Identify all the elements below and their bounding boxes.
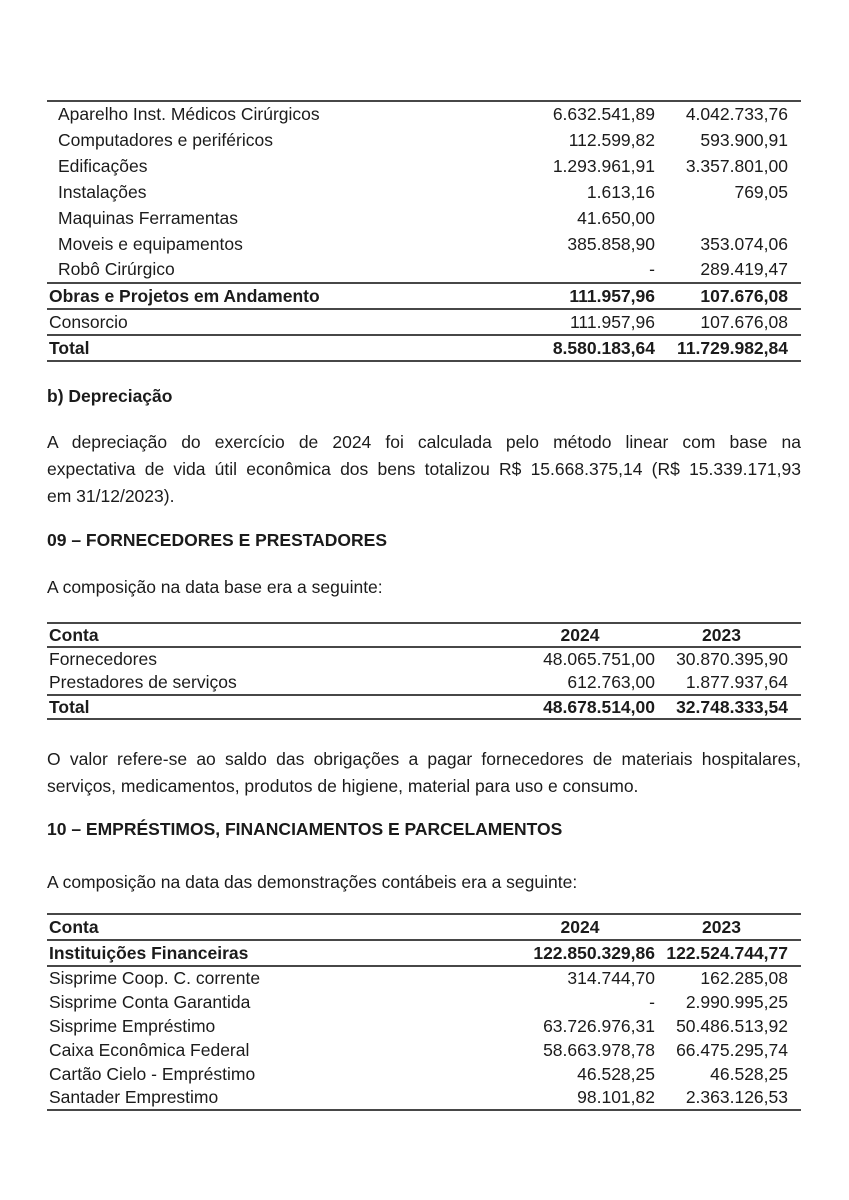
- value-2024: 111.957,96: [570, 311, 655, 332]
- value-2024: 41.650,00: [577, 207, 655, 228]
- table-row: [47, 205, 801, 231]
- table-row-group-total: [47, 283, 801, 309]
- paragraph-line: serviços, medicamentos, produtos de higiene, material para uso e consumo.: [47, 776, 639, 796]
- value-2024: 385.858,90: [567, 233, 655, 254]
- value-2024: -: [649, 991, 655, 1012]
- value-2023: 2.363.126,53: [685, 1087, 788, 1107]
- suppliers-table: [47, 622, 801, 720]
- paragraph-line: A depreciação do exercício de 2024 foi calculada pelo método linear com base na: [47, 432, 801, 452]
- value-2023: 2.990.995,25: [685, 991, 788, 1012]
- table-row-total: [47, 695, 801, 719]
- table-row-group-total: [47, 940, 801, 966]
- value-2024: 111.957,96: [569, 285, 655, 306]
- table-row: [47, 1038, 801, 1062]
- row-label: Prestadores de serviços: [49, 672, 237, 692]
- column-header-2023: 2023: [702, 624, 741, 645]
- value-2023: 353.074,06: [700, 233, 788, 254]
- value-2024: 8.580.183,64: [552, 337, 655, 358]
- value-2023: 50.486.513,92: [676, 1015, 788, 1036]
- depreciation-paragraph: [47, 429, 801, 510]
- section-10-heading: 10 – EMPRÉSTIMOS, FINANCIAMENTOS E PARCELAMENTOS: [47, 819, 563, 839]
- row-label: Sisprime Conta Garantida: [49, 991, 251, 1012]
- value-2024: 58.663.978,78: [543, 1039, 655, 1060]
- fixed-assets-table: [47, 100, 801, 362]
- column-header-conta: Conta: [49, 624, 99, 645]
- table-header-row: [47, 623, 801, 647]
- table-row: [47, 1014, 801, 1038]
- row-label: Total: [49, 696, 90, 717]
- paragraph-line: O valor refere-se ao saldo das obrigações a pagar fornecedores de materiais hospitalares,: [47, 749, 801, 769]
- value-2024: 46.528,25: [577, 1063, 655, 1084]
- column-header-conta: Conta: [49, 916, 99, 937]
- table-row: [47, 179, 801, 205]
- value-2023: 46.528,25: [710, 1063, 788, 1084]
- value-2023: 162.285,08: [700, 968, 788, 988]
- row-label: Instituições Financeiras: [49, 942, 249, 963]
- value-2023: 30.870.395,90: [676, 649, 788, 669]
- value-2024: 48.065.751,00: [543, 649, 655, 669]
- value-2023: 107.676,08: [700, 285, 788, 306]
- row-label: Caixa Econômica Federal: [49, 1039, 250, 1060]
- value-2024: 98.101,82: [577, 1087, 655, 1107]
- value-2024: -: [649, 259, 655, 279]
- value-2024: 6.632.541,89: [552, 104, 655, 124]
- table-row: [47, 990, 801, 1014]
- table-row: [47, 647, 801, 671]
- row-label: Instalações: [58, 181, 147, 202]
- value-2023: 11.729.982,84: [677, 337, 788, 358]
- value-2024: 1.613,16: [586, 181, 655, 202]
- value-2024: 112.599,82: [568, 129, 655, 150]
- table-row: [47, 1086, 801, 1110]
- value-2023: [655, 205, 801, 231]
- value-2023: 32.748.333,54: [676, 696, 788, 717]
- row-label: Moveis e equipamentos: [58, 233, 243, 254]
- table-row: [47, 966, 801, 990]
- column-header-2024: 2024: [560, 916, 600, 937]
- column-header-2024: 2024: [560, 624, 600, 645]
- value-2023: 769,05: [734, 181, 788, 202]
- value-2023: 1.877.937,64: [685, 672, 788, 692]
- value-2024: 122.850.329,86: [533, 942, 655, 963]
- section-09-heading: 09 – FORNECEDORES E PRESTADORES: [47, 530, 388, 550]
- row-label: Sisprime Empréstimo: [49, 1015, 216, 1036]
- value-2024: 314.744,70: [567, 968, 655, 988]
- value-2023: 107.676,08: [700, 311, 788, 332]
- row-label: Maquinas Ferramentas: [58, 207, 238, 228]
- row-label: Edificações: [58, 155, 148, 176]
- value-2024: 48.678.514,00: [543, 696, 655, 717]
- table-row: [47, 127, 801, 153]
- value-2024: 63.726.976,31: [543, 1015, 655, 1036]
- value-2023: 122.524.744,77: [666, 942, 788, 963]
- table-row-total: [47, 335, 801, 361]
- row-label: Cartão Cielo - Empréstimo: [49, 1063, 256, 1084]
- row-label: Aparelho Inst. Médicos Cirúrgicos: [58, 104, 320, 124]
- table-row: [47, 671, 801, 695]
- table-row: [47, 309, 801, 335]
- value-2023: 289.419,47: [700, 259, 788, 279]
- column-header-2023: 2023: [702, 916, 741, 937]
- row-label: Computadores e periféricos: [58, 129, 273, 150]
- paragraph-line: expectativa de vida útil econômica dos bens totalizou R$ 15.668.375,14 (R$ 15.339.171,93: [47, 459, 801, 479]
- row-label: Fornecedores: [49, 649, 157, 669]
- suppliers-observation-paragraph: [47, 746, 801, 800]
- row-label: Obras e Projetos em Andamento: [49, 285, 320, 306]
- value-2023: 593.900,91: [700, 129, 788, 150]
- loans-table: [47, 913, 801, 1111]
- table-row: [47, 257, 801, 283]
- table-row: [47, 1062, 801, 1086]
- table-row: [47, 231, 801, 257]
- paragraph-line: em 31/12/2023).: [47, 486, 175, 506]
- row-label: Santader Emprestimo: [49, 1087, 219, 1107]
- value-2024: 1.293.961,91: [552, 155, 655, 176]
- value-2023: 3.357.801,00: [685, 155, 788, 176]
- value-2023: 66.475.295,74: [676, 1039, 788, 1060]
- table-header-row: [47, 914, 801, 940]
- row-label: Sisprime Coop. C. corrente: [49, 968, 261, 988]
- value-2024: 612.763,00: [567, 672, 655, 692]
- table-row: [47, 153, 801, 179]
- row-label: Robô Cirúrgico: [58, 259, 175, 279]
- depreciation-heading: b) Depreciação: [47, 386, 173, 406]
- value-2023: 4.042.733,76: [685, 104, 788, 124]
- section-09-intro: A composição na data base era a seguinte:: [47, 577, 383, 597]
- row-label: Total: [49, 337, 90, 358]
- section-10-intro: A composição na data das demonstrações contábeis era a seguinte:: [47, 872, 578, 892]
- table-row: [47, 101, 801, 127]
- row-label: Consorcio: [49, 311, 128, 332]
